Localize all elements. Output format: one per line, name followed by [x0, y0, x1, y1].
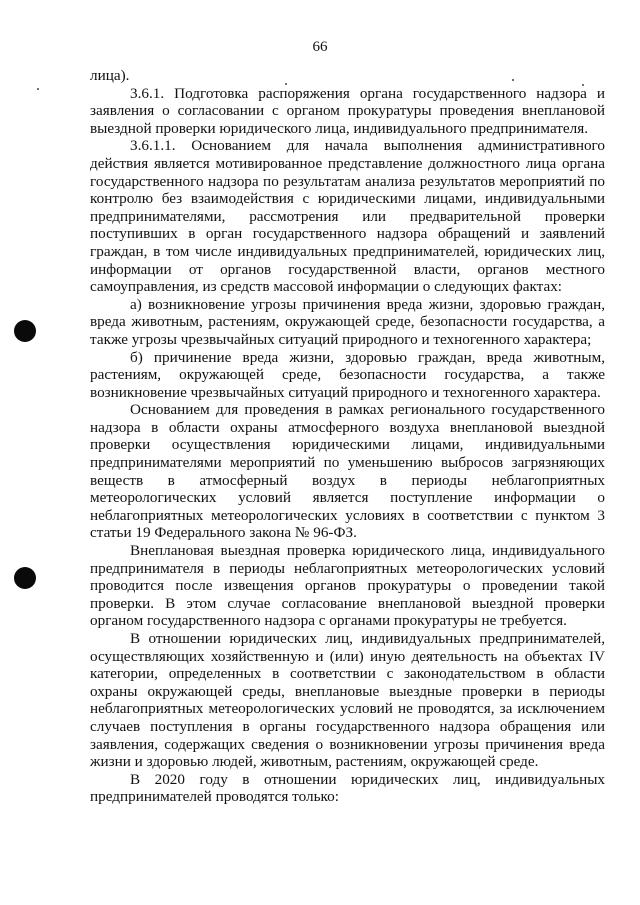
paragraph-continuation: лица).	[90, 67, 130, 84]
paragraph-item-a: а) возникновение угрозы причинения вреда жизни, здоровью граждан, вреда животным, растениям, окружающей среде, безопасности государства, а также угрозы чрезвычайных ситуаций природного и техногенного характера;	[90, 295, 605, 348]
paragraph-item-b: б) причинение вреда жизни, здоровью граждан, вреда животным, растениям, окружающей среде, безопасности государства, а также возникновение чрезвычайных ситуаций природного и техногенного характера.	[90, 348, 605, 401]
binder-hole-bottom	[14, 567, 36, 589]
paragraph-3-6-1-1: 3.6.1.1. Основанием для начала выполнения административного действия является мотивированное представление должностного лица органа государственного надзора по результатам анализа результатов мероприятий по контролю без взаимодействия с юридическими лицами, индивидуальными предпринимателями, рассмотрения или предварительной проверки поступивших в орган государственного надзора обращений и заявлений граждан, в том числе индивидуальных предпринимателей, юридических лиц, информации от органов государственной власти, органов местного самоуправления, из средств массовой информации о следующих фактах:	[90, 137, 605, 296]
paragraph-3-6-1: 3.6.1. Подготовка распоряжения органа государственного надзора и заявления о согласовании с органом прокуратуры проведения внеплановой выездной проверки юридического лица, индивидуального предпринимателя.	[90, 84, 605, 137]
paragraph-category-iv: В отношении юридических лиц, индивидуальных предпринимателей, осуществляющих хозяйственную и (или) иную деятельность на объектах IV категории, определенных в соответствии с законодательством в области охраны окружающей среды, внеплановые выездные проверки в периоды неблагоприятных метеорологических условий не проводятся, за исключением случаев поступления в органы государственного надзора обращения или заявления, содержащих сведения о возникновении угрозы причинения вреда жизни и здоровью людей, животным, растениям, окружающей среде.	[90, 630, 605, 771]
binder-hole-top	[14, 320, 36, 342]
paragraph-unscheduled-inspection: Внеплановая выездная проверка юридического лица, индивидуального предпринимателя в периоды неблагоприятных метеорологических условий проводится после извещения органов прокуратуры о проведении такой проверки. В этом случае согласование внеплановой выездной проверки органом государственного надзора с органами прокуратуры не требуется.	[90, 542, 605, 630]
scan-speck	[37, 88, 39, 90]
document-body	[90, 67, 605, 806]
page-number: 66	[312, 39, 328, 55]
paragraph-air-quality-basis: Основанием для проведения в рамках регионального государственного надзора в области охраны атмосферного воздуха внеплановой выездной проверки осуществления юридическими лицами, индивидуальными предпринимателями мероприятий по уменьшению выбросов загрязняющих веществ в атмосферный воздух в периоды неблагоприятных метеорологических условий является поступление информации о неблагоприятных метеорологических условиях в соответствии с пунктом 3 статьи 19 Федерального закона № 96-ФЗ.	[90, 401, 605, 542]
paragraph-2020: В 2020 году в отношении юридических лиц, индивидуальных предпринимателей проводятся только:	[90, 770, 605, 806]
